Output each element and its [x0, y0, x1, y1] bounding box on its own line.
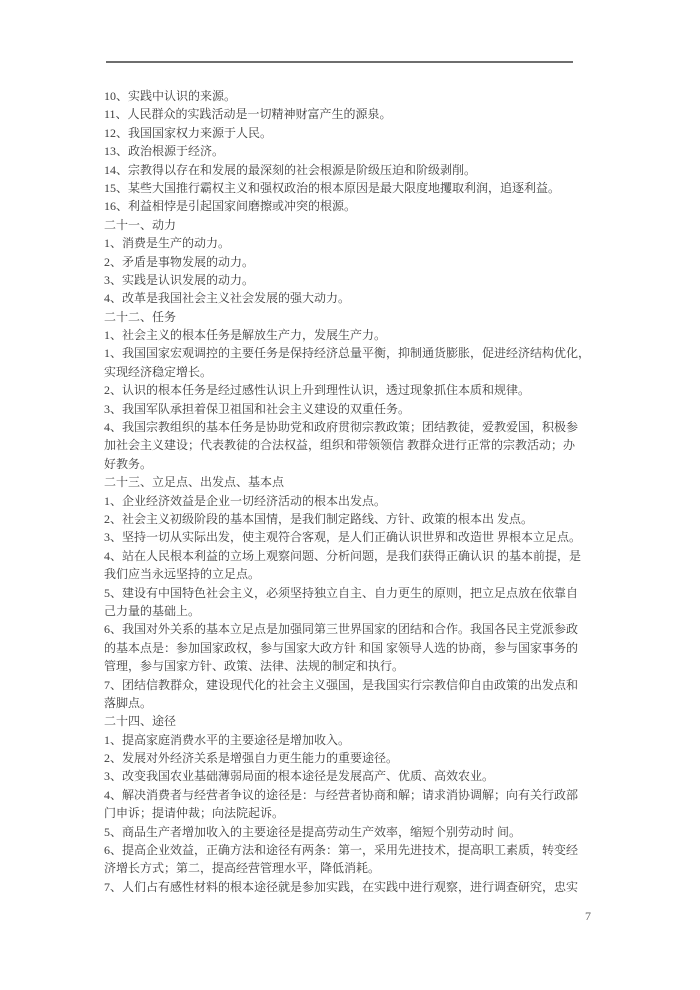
- header-rule: [106, 61, 573, 63]
- text-line: 6、提高企业效益，正确方法和途径有两条：第一，采用先进技术，提高职工素质，转变经: [104, 843, 579, 858]
- text-line: 7、人们占有感性材料的根本途径就是参加实践，在实践中进行观察，进行调查研究，忠实: [104, 879, 579, 894]
- text-line: 1、我国国家宏观调控的主要任务是保持经济总量平衡，抑制通货膨胀，促进经济结构优化，: [104, 346, 591, 361]
- text-line: 我们应当永远坚持的立足点。: [104, 567, 261, 582]
- section-heading: 二十三、立足点、出发点、基本点: [104, 475, 285, 490]
- text-line: 14、宗教得以存在和发展的最深刻的社会根源是阶级压迫和阶级剥削。: [104, 162, 477, 177]
- text-line: 5、商品生产者增加收入的主要途径是提高劳动生产效率，缩短个别劳动时 间。: [104, 824, 522, 839]
- document-body: [104, 87, 614, 896]
- text-line: 3、坚持一切从实际出发，使主观符合客观，是人们正确认识世界和改造世 界根本立足点。: [104, 530, 582, 545]
- text-line: 1、企业经济效益是企业一切经济活动的根本出发点。: [104, 493, 387, 508]
- text-line: 15、某些大国推行霸权主义和强权政治的根本原因是最大限度地攫取利润，追逐利益。: [104, 180, 561, 195]
- text-line: 2、认识的根本任务是经过感性认识上升到理性认识，透过现象抓住本质和规律。: [104, 383, 531, 398]
- text-line: 门申诉；提请仲裁；向法院起诉。: [104, 806, 285, 821]
- text-line: 己力量的基础上。: [104, 603, 201, 618]
- page-number: 7: [585, 909, 591, 923]
- section-heading: 二十一、动力: [104, 217, 177, 232]
- section-heading: 二十四、途径: [104, 714, 177, 729]
- text-line: 3、我国军队承担着保卫祖国和社会主义建设的双重任务。: [104, 401, 411, 416]
- text-line: 7、团结信教群众，建设现代化的社会主义强国，是我国实行宗教信仰自由政策的出发点和: [104, 677, 579, 692]
- text-line: 4、改革是我国社会主义社会发展的强大动力。: [104, 291, 351, 306]
- text-line: 济增长方式；第二，提高经营管理水平，降低消耗。: [104, 861, 381, 876]
- text-line: 11、人民群众的实践活动是一切精神财富产生的源泉。: [104, 107, 392, 122]
- text-line: 好教务。: [104, 456, 153, 471]
- text-line: 2、矛盾是事物发展的动力。: [104, 254, 255, 269]
- text-line: 2、社会主义初级阶段的基本国情，是我们制定路线、方针、政策的根本出 发点。: [104, 511, 534, 526]
- text-line: 4、我国宗教组织的基本任务是协助党和政府贯彻宗教政策；团结教徒，爱教爱国，积极参: [104, 420, 579, 435]
- text-line: 6、我国对外关系的基本立足点是加强同第三世界国家的团结和合作。我国各民主党派参政: [104, 622, 579, 637]
- text-line: 落脚点。: [104, 695, 153, 710]
- text-line: 4、站在人民根本利益的立场上观察问题、分析问题，是我们获得正确认识 的基本前提，是: [104, 548, 582, 563]
- text-line: 1、社会主义的根本任务是解放生产力，发展生产力。: [104, 328, 387, 343]
- text-line: 的基本点是：参加国家政权，参与国家大政方针 和国 家领导人选的协商，参与国家事务的: [104, 640, 579, 655]
- text-line: 1、消费是生产的动力。: [104, 236, 231, 251]
- text-line: 12、我国国家权力来源于人民。: [104, 125, 273, 140]
- text-line: 4、解决消费者与经营者争议的途径是：与经营者协商和解；请求消协调解；向有关行政部: [104, 787, 579, 802]
- text-line: 13、政治根源于经济。: [104, 144, 225, 159]
- text-line: 2、发展对外经济关系是增强自力更生能力的重要途径。: [104, 751, 399, 766]
- section-heading: 二十二、任务: [104, 309, 177, 324]
- text-line: 加社会主义建设；代表教徒的合法权益，组织和带领领信 教群众进行正常的宗教活动；办: [104, 438, 576, 453]
- text-line: 5、建设有中国特色社会主义，必须坚持独立自主、自力更生的原则，把立足点放在依靠自: [104, 585, 579, 600]
- text-line: 10、实践中认识的来源。: [104, 89, 237, 103]
- text-line: 16、利益相悖是引起国家间磨擦或冲突的根源。: [104, 199, 357, 214]
- text-line: 实现经济稳定增长。: [104, 364, 213, 379]
- text-line: 3、改变我国农业基础薄弱局面的根本途径是发展高产、优质、高效农业。: [104, 769, 495, 784]
- text-line: 管理，参与国家方针、政策、法律、法规的制定和执行。: [104, 659, 405, 674]
- text-line: 3、实践是认识发展的动力。: [104, 272, 255, 287]
- text-line: 1、提高家庭消费水平的主要途径是增加收入。: [104, 732, 351, 747]
